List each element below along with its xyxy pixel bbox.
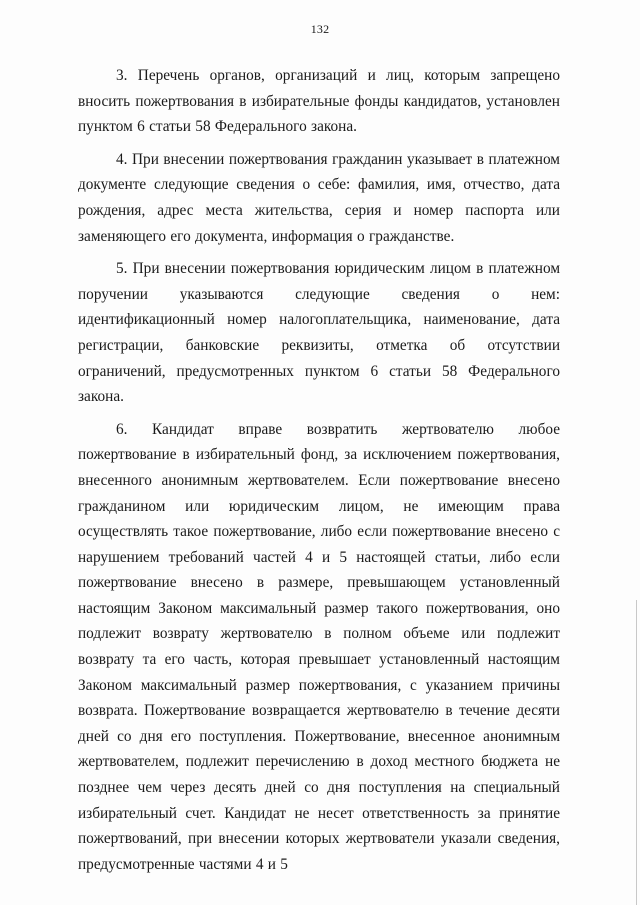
paragraph-3: 3. Перечень органов, организаций и лиц, которым запрещено вносить пожертвования в избирательные фонды кандидатов, установлен пунктом 6 статьи 58 Федерального закона. (78, 67, 560, 136)
paragraph-4: 4. При внесении пожертвования гражданин указывает в платежном документе следующие сведения о себе: фамилия, имя, отчество, дата рождения, адрес места жительства, серия и номер паспорта или заменяющего его документа, информация о гражданстве. (78, 150, 560, 245)
page-number: 132 (310, 22, 330, 36)
paragraph-6: 6. Кандидат вправе возвратить жертвователю любое пожертвование в избирательный фонд, за исключением пожертвования, внесенного анонимным жертвователем. Если пожертвование внесено гражданином или юридическим лицом, не имеющим права осуществлять такое пожертвование, либо если пожертвование внесено с нарушением требований частей 4 и 5 настоящей статьи, либо если пожертвование внесено в размере, превышающем установленный настоящим Законом максимальный размер такого пожертвования, оно подлежит возврату жертвователю в полном объеме или подлежит возврату та его часть, которая превышает установленный настоящим Законом максимальный размер пожертвования, с указанием причины возврата. Пожертвование возвращается жертвователю в течение десяти дней со дня его поступления. Пожертвование, внесенное анонимным жертвователем, подлежит перечислению в доход местного бюджета не позднее чем через десять дней со дня поступления на специальный избирательный счет. Кандидат не несет ответственность за принятие пожертвований, при внесении которых жертвователи указали сведения, предусмотренные частями 4 и 5 (78, 420, 560, 873)
paragraph-5: 5. При внесении пожертвования юридическим лицом в платежном поручении указываются следующие сведения о нем: идентификационный номер налогоплательщика, наименование, дата регистрации, банковские реквизиты, отметка об отсутствии ограничений, предусмотренных пунктом 6 статьи 58 Федерального закона. (78, 260, 560, 406)
scan-edge-line (636, 600, 637, 905)
document-body (78, 63, 560, 877)
